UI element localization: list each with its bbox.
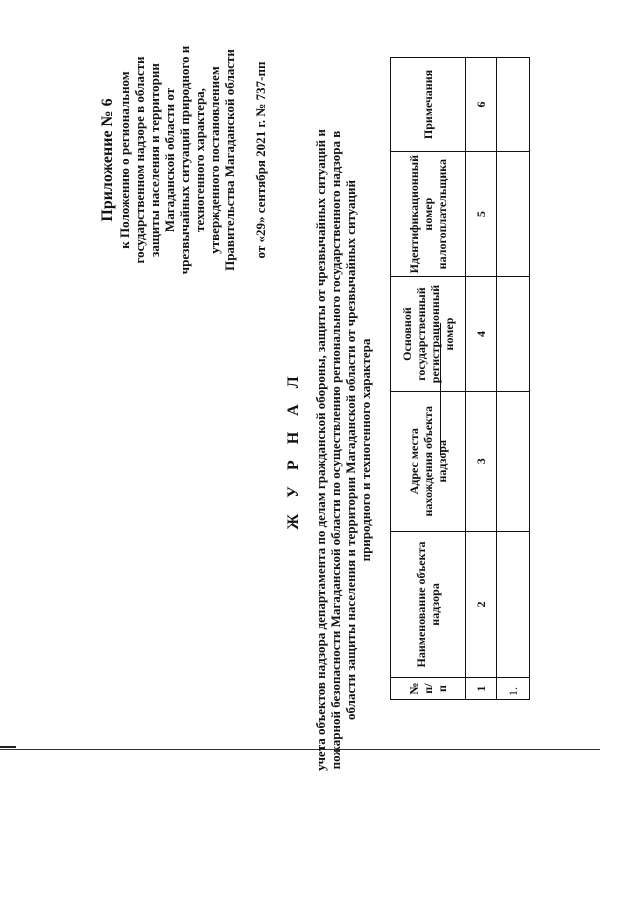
separator-line bbox=[440, 323, 441, 455]
header-notes: Примечания bbox=[391, 58, 466, 152]
appendix-line: к Положению о региональном bbox=[117, 71, 132, 249]
table-cell bbox=[497, 58, 530, 152]
page-corner-mark bbox=[0, 746, 16, 748]
column-number-cell: 1 bbox=[466, 678, 497, 700]
column-number-cell: 4 bbox=[466, 277, 497, 391]
table-cell: 1. bbox=[497, 678, 530, 700]
appendix-title: Приложение № 6 bbox=[99, 98, 116, 222]
appendix-line: чрезвычайных ситуаций природного и bbox=[177, 45, 192, 275]
table-column-numbers-row bbox=[466, 58, 497, 700]
journal-subtitle-line: пожарной безопасности Магаданской области по осуществлению регионального государственного надзора в bbox=[328, 130, 343, 770]
table-row bbox=[497, 58, 530, 700]
header-object-address: Адрес места нахождения объекта надзора bbox=[391, 391, 466, 531]
header-ogrn: Основной государственный регистрационный номер bbox=[391, 277, 466, 391]
appendix-line: Магаданской области от bbox=[162, 87, 177, 233]
appendix-block bbox=[100, 35, 268, 285]
journal-heading bbox=[285, 110, 373, 790]
column-number-cell: 2 bbox=[466, 531, 497, 677]
appendix-line: государственном надзоре в области bbox=[132, 56, 147, 264]
appendix-line: техногенного характера, bbox=[192, 88, 207, 232]
journal-table bbox=[390, 57, 530, 700]
column-number-cell: 6 bbox=[466, 58, 497, 152]
header-number: № п/п bbox=[391, 678, 466, 700]
column-number-cell: 3 bbox=[466, 391, 497, 531]
table-cell bbox=[497, 531, 530, 677]
appendix-line: защиты населения и территории bbox=[147, 63, 162, 257]
appendix-line: утвержденного постановлением bbox=[207, 66, 222, 254]
appendix-line: Правительства Магаданской области bbox=[222, 49, 237, 271]
appendix-date-line: от «29» сентября 2021 г. № 737-пп bbox=[253, 61, 268, 259]
journal-subtitle-line: природного и техногенного характера bbox=[358, 338, 373, 562]
column-number-cell: 5 bbox=[466, 151, 497, 276]
table-cell bbox=[497, 277, 530, 391]
journal-subtitle-line: области защиты населения и территории Магаданской области от чрезвычайных ситуаций bbox=[343, 180, 358, 720]
header-object-name: Наименование объекта надзора bbox=[391, 531, 466, 677]
header-inn: Идентификационный номер налогоплательщика bbox=[391, 151, 466, 276]
journal-subtitle-line: учета объектов надзора департамента по делам гражданской обороны, защиты от чрезвычайных ситуаций и bbox=[313, 129, 328, 771]
journal-title: Ж У Р Н А Л bbox=[285, 370, 302, 530]
table-header-row bbox=[391, 58, 466, 700]
table-cell bbox=[497, 151, 530, 276]
table-cell bbox=[497, 391, 530, 531]
